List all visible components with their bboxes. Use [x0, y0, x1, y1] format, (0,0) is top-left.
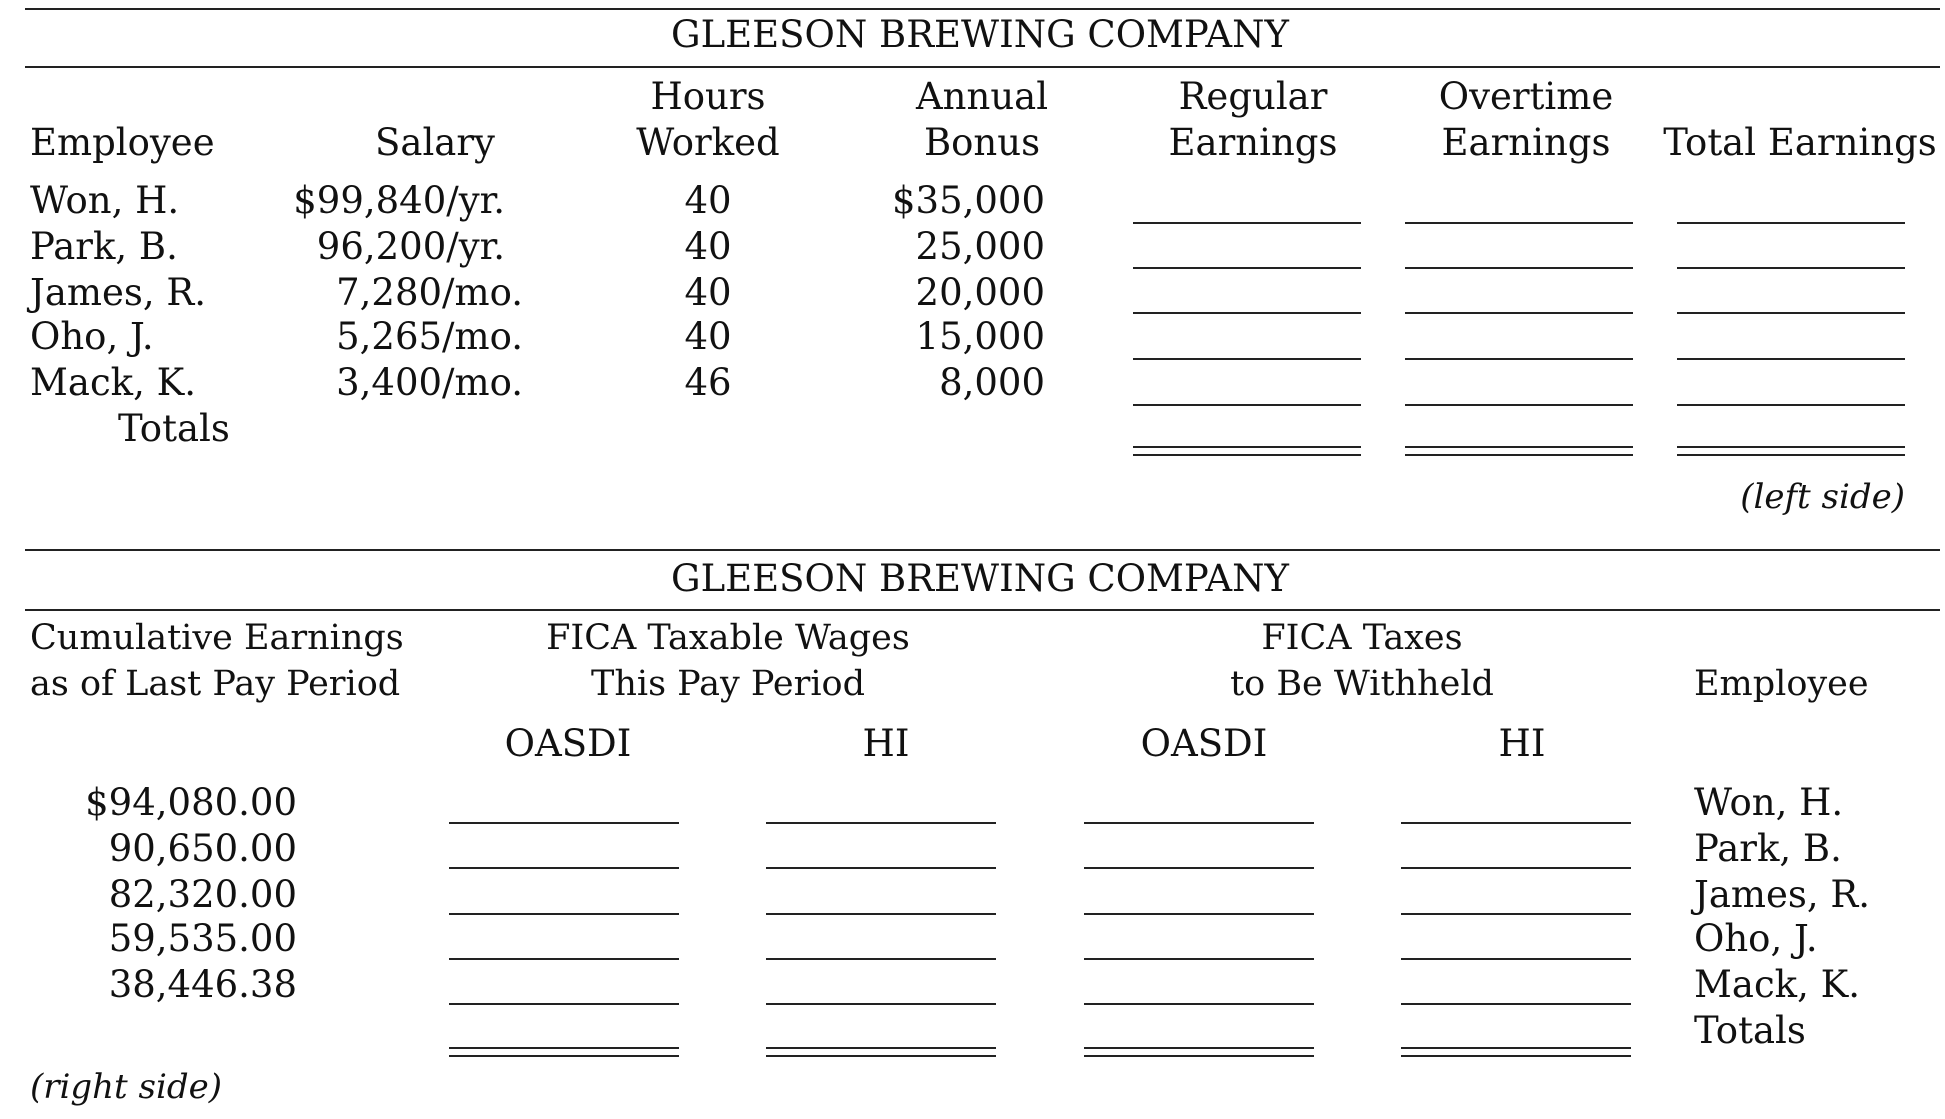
total-earnings-blank[interactable]: [1677, 267, 1905, 269]
bonus-value: 20,000: [915, 271, 1045, 314]
oasdi-taxable-blank[interactable]: [449, 1003, 679, 1005]
header-overtime-1: Overtime: [1438, 75, 1614, 118]
hi-tax-blank[interactable]: [1401, 1003, 1631, 1005]
employee-name: James, R.: [30, 271, 207, 314]
regular-earnings-blank[interactable]: [1133, 404, 1361, 406]
employee-name: Park, B.: [30, 225, 178, 268]
total-earnings-total-blank[interactable]: [1677, 446, 1905, 456]
oasdi-tax-blank[interactable]: [1084, 822, 1314, 824]
oasdi-tax-blank[interactable]: [1084, 958, 1314, 960]
header-regular-2: Earnings: [1168, 121, 1338, 164]
top-title: GLEESON BREWING COMPANY: [671, 13, 1289, 56]
salary-value: $99,840/yr.: [293, 179, 505, 222]
salary-value: 7,280/mo.: [336, 271, 523, 314]
header-cumulative-1: Cumulative Earnings: [30, 618, 404, 658]
overtime-earnings-blank[interactable]: [1405, 404, 1633, 406]
hi-tax-blank[interactable]: [1401, 913, 1631, 915]
overtime-earnings-blank[interactable]: [1405, 358, 1633, 360]
total-earnings-blank[interactable]: [1677, 358, 1905, 360]
header-cumulative-2: as of Last Pay Period: [30, 664, 401, 704]
oasdi-taxable-blank[interactable]: [449, 867, 679, 869]
bonus-value: 15,000: [915, 315, 1045, 358]
bottom-title: GLEESON BREWING COMPANY: [671, 557, 1289, 600]
oasdi-taxable-blank[interactable]: [449, 913, 679, 915]
hi-taxable-total-blank[interactable]: [766, 1047, 996, 1057]
header-bonus-1: Annual: [915, 75, 1049, 118]
salary-value: 96,200/yr.: [316, 225, 505, 268]
top-title-rule: [25, 66, 1940, 68]
hours-value: 40: [684, 225, 732, 268]
cumulative-earnings-value: 59,535.00: [108, 917, 297, 960]
totals-label: Totals: [118, 407, 230, 450]
header-oasdi-taxes: OASDI: [1140, 722, 1268, 765]
hi-taxable-blank[interactable]: [766, 913, 996, 915]
regular-earnings-blank[interactable]: [1133, 222, 1361, 224]
hours-value: 40: [684, 271, 732, 314]
hi-tax-blank[interactable]: [1401, 822, 1631, 824]
totals-label: Totals: [1694, 1009, 1806, 1052]
total-earnings-blank[interactable]: [1677, 312, 1905, 314]
hours-value: 40: [684, 315, 732, 358]
cumulative-earnings-value: 38,446.38: [108, 963, 297, 1006]
overtime-earnings-total-blank[interactable]: [1405, 446, 1633, 456]
employee-name: Mack, K.: [1694, 963, 1861, 1006]
bonus-value: 25,000: [915, 225, 1045, 268]
overtime-earnings-blank[interactable]: [1405, 267, 1633, 269]
bottom-rule: [25, 549, 1940, 551]
header-hours-2: Worked: [636, 121, 780, 164]
oasdi-tax-blank[interactable]: [1084, 867, 1314, 869]
top-rule: [25, 8, 1940, 10]
oasdi-taxable-blank[interactable]: [449, 822, 679, 824]
employee-name: Won, H.: [1694, 781, 1844, 824]
header-taxes-1: FICA Taxes: [1261, 618, 1463, 658]
employee-name: Mack, K.: [30, 361, 197, 404]
header-taxes-2: to Be Withheld: [1230, 664, 1494, 704]
cumulative-earnings-value: 82,320.00: [108, 873, 297, 916]
header-salary: Salary: [375, 121, 495, 164]
header-overtime-2: Earnings: [1441, 121, 1611, 164]
header-taxable-2: This Pay Period: [590, 664, 866, 704]
regular-earnings-blank[interactable]: [1133, 267, 1361, 269]
regular-earnings-blank[interactable]: [1133, 358, 1361, 360]
employee-name: Oho, J.: [1694, 917, 1818, 960]
overtime-earnings-blank[interactable]: [1405, 312, 1633, 314]
header-regular-1: Regular: [1178, 75, 1328, 118]
salary-value: 5,265/mo.: [336, 315, 523, 358]
hi-tax-blank[interactable]: [1401, 958, 1631, 960]
hi-taxable-blank[interactable]: [766, 822, 996, 824]
right-side-note: (right side): [30, 1067, 222, 1107]
regular-earnings-total-blank[interactable]: [1133, 446, 1361, 456]
hours-value: 40: [684, 179, 732, 222]
header-oasdi-taxable: OASDI: [504, 722, 632, 765]
header-total-earnings: Total Earnings: [1663, 121, 1937, 164]
hi-tax-blank[interactable]: [1401, 867, 1631, 869]
header-hours-1: Hours: [650, 75, 766, 118]
header-employee: Employee: [30, 121, 215, 164]
hi-taxable-blank[interactable]: [766, 1003, 996, 1005]
overtime-earnings-blank[interactable]: [1405, 222, 1633, 224]
cumulative-earnings-value: 90,650.00: [108, 827, 297, 870]
bonus-value: $35,000: [891, 179, 1045, 222]
bonus-value: 8,000: [939, 361, 1045, 404]
oasdi-taxable-blank[interactable]: [449, 958, 679, 960]
header-employee: Employee: [1694, 664, 1869, 704]
employee-name: James, R.: [1694, 873, 1871, 916]
cumulative-earnings-value: $94,080.00: [85, 781, 297, 824]
regular-earnings-blank[interactable]: [1133, 312, 1361, 314]
header-hi-taxes: HI: [1498, 722, 1546, 765]
header-taxable-1: FICA Taxable Wages: [546, 618, 910, 658]
header-hi-taxable: HI: [862, 722, 910, 765]
oasdi-taxable-total-blank[interactable]: [449, 1047, 679, 1057]
salary-value: 3,400/mo.: [336, 361, 523, 404]
oasdi-tax-total-blank[interactable]: [1084, 1047, 1314, 1057]
employee-name: Park, B.: [1694, 827, 1842, 870]
total-earnings-blank[interactable]: [1677, 404, 1905, 406]
left-side-note: (left side): [1740, 477, 1905, 517]
hours-value: 46: [684, 361, 732, 404]
hi-taxable-blank[interactable]: [766, 867, 996, 869]
oasdi-tax-blank[interactable]: [1084, 1003, 1314, 1005]
employee-name: Oho, J.: [30, 315, 154, 358]
employee-name: Won, H.: [30, 179, 180, 222]
total-earnings-blank[interactable]: [1677, 222, 1905, 224]
hi-tax-total-blank[interactable]: [1401, 1047, 1631, 1057]
header-bonus-2: Bonus: [923, 121, 1041, 164]
oasdi-tax-blank[interactable]: [1084, 913, 1314, 915]
bottom-title-rule: [25, 609, 1940, 611]
hi-taxable-blank[interactable]: [766, 958, 996, 960]
